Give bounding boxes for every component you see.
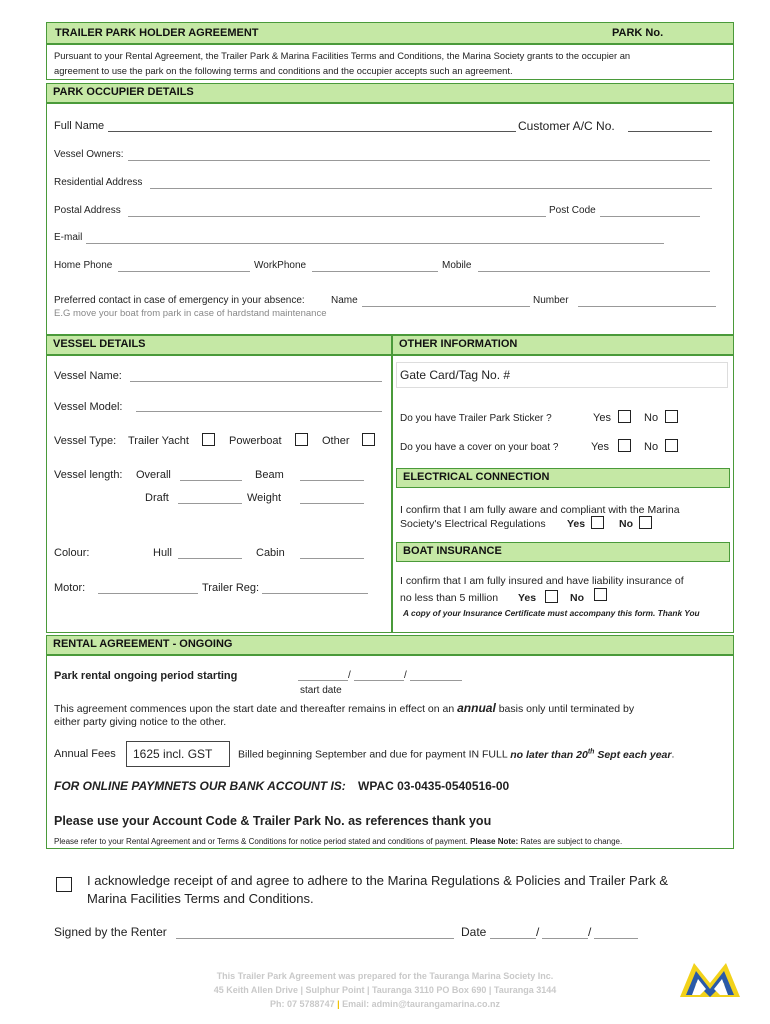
sticker-yes-label: Yes bbox=[593, 412, 611, 424]
powerboat-label: Powerboat bbox=[229, 435, 282, 447]
start-month-field[interactable] bbox=[354, 680, 404, 681]
vessel-model-field[interactable] bbox=[136, 411, 382, 412]
billing-deadline-pre: no later than 20 bbox=[510, 748, 588, 761]
trailer-yacht-label: Trailer Yacht bbox=[128, 435, 189, 447]
acknowledge-text-2: Marina Facilities Terms and Conditions. bbox=[87, 891, 314, 906]
insurance-yes-label: Yes bbox=[518, 592, 537, 604]
customer-ac-label: Customer A/C No. bbox=[518, 119, 615, 133]
footer-phone: Ph: 07 5788747 bbox=[270, 999, 335, 1009]
intro-text-1: Pursuant to your Rental Agreement, the Trailer Park & Marina Facilities Terms and Conditions, the Marina Society grants to the occupier an bbox=[54, 50, 631, 61]
signature-field[interactable] bbox=[176, 938, 454, 939]
other-info-header: OTHER INFORMATION bbox=[392, 335, 734, 355]
other-type-label: Other bbox=[322, 435, 350, 447]
date-slash: / bbox=[404, 670, 407, 681]
cover-yes-label: Yes bbox=[591, 441, 609, 453]
refer-please-note: Please Note: bbox=[470, 837, 519, 846]
intro-text-2: agreement to use the park on the following terms and conditions and the occupier accepts such an agreement. bbox=[54, 65, 513, 76]
refer-rates-note: Rates are subject to change. bbox=[520, 837, 623, 846]
beam-field[interactable] bbox=[300, 480, 364, 481]
work-phone-field[interactable] bbox=[312, 271, 438, 272]
cabin-field[interactable] bbox=[300, 558, 364, 559]
annual-fees-label: Annual Fees bbox=[54, 748, 116, 760]
billing-sup: th bbox=[587, 748, 595, 755]
commence-pre: This agreement commences upon the start date and thereafter remains in effect on an bbox=[54, 703, 455, 715]
insurance-no-label: No bbox=[570, 592, 584, 604]
cover-no-label: No bbox=[644, 441, 659, 453]
insurance-header: BOAT INSURANCE bbox=[396, 542, 730, 562]
commence-post: basis only until terminated by bbox=[498, 703, 635, 715]
motor-label: Motor: bbox=[54, 582, 86, 594]
hull-field[interactable] bbox=[178, 558, 242, 559]
cabin-label: Cabin bbox=[256, 547, 285, 559]
start-day-field[interactable] bbox=[298, 680, 348, 681]
weight-label: Weight bbox=[247, 492, 282, 504]
acknowledge-text-1: I acknowledge receipt of and agree to adhere to the Marina Regulations & Policies and Trailer Park & bbox=[87, 873, 669, 888]
electrical-no-checkbox[interactable] bbox=[639, 516, 652, 529]
refer-note-text: Please refer to your Rental Agreement and or Terms & Conditions for notice period stated and conditions of payment. bbox=[54, 837, 468, 846]
commence-text-2: either party giving notice to the other. bbox=[54, 716, 227, 728]
motor-field[interactable] bbox=[98, 593, 198, 594]
cover-no-checkbox[interactable] bbox=[665, 439, 678, 452]
vessel-model-label: Vessel Model: bbox=[54, 401, 123, 413]
electrical-text-1: I confirm that I am fully aware and compliant with the Marina bbox=[400, 504, 680, 516]
colour-label: Colour: bbox=[54, 547, 90, 559]
vessel-header: VESSEL DETAILS bbox=[46, 335, 392, 355]
sign-year-field[interactable] bbox=[594, 938, 638, 939]
weight-field[interactable] bbox=[300, 503, 364, 504]
trailer-yacht-checkbox[interactable] bbox=[202, 433, 215, 446]
footer-contact: Ph: 07 5788747 | Email: admin@taurangamarina.co.nz bbox=[270, 999, 500, 1009]
post-code-label: Post Code bbox=[549, 205, 596, 216]
sticker-no-label: No bbox=[644, 412, 659, 424]
postal-field[interactable] bbox=[128, 216, 546, 217]
overall-field[interactable] bbox=[180, 480, 242, 481]
trailer-reg-label: Trailer Reg: bbox=[202, 582, 260, 594]
powerboat-checkbox[interactable] bbox=[295, 433, 308, 446]
customer-ac-field[interactable] bbox=[628, 131, 712, 132]
rental-header: RENTAL AGREEMENT - ONGOING bbox=[46, 635, 734, 655]
sticker-no-checkbox[interactable] bbox=[665, 410, 678, 423]
beam-label: Beam bbox=[255, 469, 284, 481]
park-no-label: PARK No. bbox=[612, 27, 664, 39]
cover-question: Do you have a cover on your boat ? bbox=[400, 442, 559, 453]
billing-deadline-post: Sept each year bbox=[597, 748, 672, 761]
email-label: E-mail bbox=[54, 232, 83, 243]
residential-label: Residential Address bbox=[54, 177, 143, 188]
draft-label: Draft bbox=[145, 492, 169, 504]
marina-logo-icon bbox=[678, 957, 742, 999]
emergency-hint: E.G move your boat from park in case of hardstand maintenance bbox=[54, 308, 327, 319]
date-slash: / bbox=[348, 670, 351, 681]
billing-deadline bbox=[510, 749, 671, 761]
bank-label: FOR ONLINE PAYMNETS OUR BANK ACCOUNT IS: bbox=[54, 779, 346, 793]
commence-text bbox=[54, 701, 634, 715]
rental-period-label: Park rental ongoing period starting bbox=[54, 670, 238, 682]
insurance-no-checkbox[interactable] bbox=[594, 588, 607, 601]
sign-day-field[interactable] bbox=[490, 938, 536, 939]
vessel-length-label: Vessel length: bbox=[54, 469, 123, 481]
sticker-yes-checkbox[interactable] bbox=[618, 410, 631, 423]
sign-month-field[interactable] bbox=[542, 938, 588, 939]
electrical-no-label: No bbox=[619, 518, 633, 530]
overall-label: Overall bbox=[136, 469, 171, 481]
full-name-field[interactable] bbox=[108, 131, 516, 132]
vessel-type-label: Vessel Type: bbox=[54, 435, 117, 447]
post-code-field[interactable] bbox=[600, 216, 700, 217]
vessel-name-label: Vessel Name: bbox=[54, 370, 122, 382]
date-slash: / bbox=[536, 925, 540, 939]
references-text: Please use your Account Code & Trailer Park No. as references thank you bbox=[54, 814, 492, 828]
refer-note bbox=[54, 837, 622, 846]
trailer-reg-field[interactable] bbox=[262, 593, 368, 594]
electrical-header: ELECTRICAL CONNECTION bbox=[396, 468, 730, 488]
gate-card-label: Gate Card/Tag No. # bbox=[400, 368, 511, 382]
billing-main: Billed beginning September and due for payment IN FULL bbox=[238, 748, 508, 761]
insurance-text-1: I confirm that I am fully insured and have liability insurance of bbox=[400, 575, 684, 587]
signed-label: Signed by the Renter bbox=[54, 925, 167, 939]
insurance-text-2: no less than 5 million bbox=[400, 592, 499, 604]
draft-field[interactable] bbox=[178, 503, 242, 504]
emergency-number-field[interactable] bbox=[578, 306, 716, 307]
date-label: Date bbox=[461, 925, 487, 939]
emergency-name-field[interactable] bbox=[362, 306, 530, 307]
emergency-name-label: Name bbox=[331, 295, 358, 306]
insurance-note: A copy of your Insurance Certificate must accompany this form. Thank You bbox=[403, 608, 700, 618]
electrical-yes-label: Yes bbox=[567, 518, 586, 530]
start-date-caption: start date bbox=[300, 685, 342, 696]
billing-text: Billed beginning September and due for payment IN FULL no later than 20th Sept each year. bbox=[238, 748, 675, 761]
other-type-checkbox[interactable] bbox=[362, 433, 375, 446]
mobile-field[interactable] bbox=[478, 271, 710, 272]
date-slash: / bbox=[588, 925, 592, 939]
home-phone-label: Home Phone bbox=[54, 260, 113, 271]
form-title: TRAILER PARK HOLDER AGREEMENT bbox=[55, 27, 259, 39]
occupier-header: PARK OCCUPIER DETAILS bbox=[46, 83, 734, 103]
residential-field[interactable] bbox=[150, 188, 712, 189]
home-phone-field[interactable] bbox=[118, 271, 250, 272]
emergency-number-label: Number bbox=[533, 295, 569, 306]
title-bar bbox=[46, 22, 734, 44]
insurance-yes-checkbox[interactable] bbox=[545, 590, 558, 603]
electrical-yes-checkbox[interactable] bbox=[591, 516, 604, 529]
footer-line-1: This Trailer Park Agreement was prepared for the Tauranga Marina Society Inc. bbox=[216, 971, 554, 981]
commence-annual: annual bbox=[457, 701, 496, 715]
emergency-label: Preferred contact in case of emergency in your absence: bbox=[54, 295, 305, 306]
acknowledge-checkbox[interactable] bbox=[56, 877, 72, 892]
hull-label: Hull bbox=[153, 547, 172, 559]
full-name-label: Full Name bbox=[54, 120, 105, 132]
postal-label: Postal Address bbox=[54, 205, 121, 216]
work-phone-label: WorkPhone bbox=[254, 260, 307, 271]
start-year-field[interactable] bbox=[410, 680, 462, 681]
sticker-question: Do you have Trailer Park Sticker ? bbox=[400, 413, 552, 424]
electrical-text-2: Society's Electrical Regulations bbox=[400, 518, 546, 530]
footer-line-2: 45 Keith Allen Drive | Sulphur Point | Tauranga 3110 PO Box 690 | Tauranga 3144 bbox=[213, 985, 557, 995]
vessel-owners-field[interactable] bbox=[128, 160, 710, 161]
mobile-label: Mobile bbox=[442, 260, 472, 271]
email-field[interactable] bbox=[86, 243, 664, 244]
vessel-name-field[interactable] bbox=[130, 381, 382, 382]
footer-email: Email: admin@taurangamarina.co.nz bbox=[342, 999, 500, 1009]
cover-yes-checkbox[interactable] bbox=[618, 439, 631, 452]
vessel-owners-label: Vessel Owners: bbox=[54, 149, 124, 160]
bank-account: WPAC 03-0435-0540516-00 bbox=[358, 779, 510, 793]
annual-fee-value: 1625 incl. GST bbox=[126, 741, 230, 767]
